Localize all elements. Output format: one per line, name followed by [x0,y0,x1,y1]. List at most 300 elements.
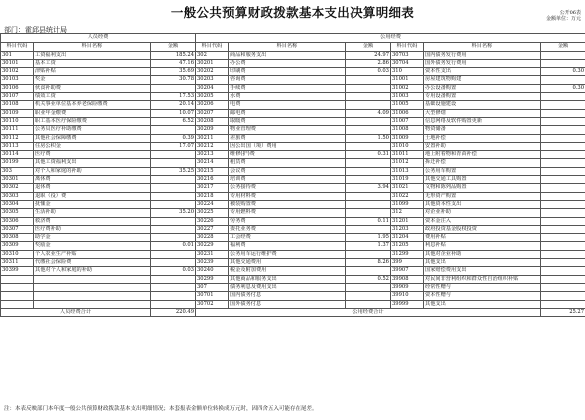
table-row [1,176,585,184]
col-code-header: 科目代码 [391,42,424,51]
name-cell [34,283,151,291]
amount-cell [541,76,585,84]
code-cell: 312 [391,209,424,217]
name-cell: 债务利息及费用支出 [229,283,346,291]
name-cell: 其他商品和服务支出 [229,275,346,283]
name-cell: 被装购置费 [229,200,346,208]
table-row [1,184,585,192]
code-cell: 30305 [1,209,34,217]
name-cell: 利息补贴 [424,242,541,250]
table-row [1,142,585,150]
table-meta [546,10,581,22]
amount-cell [541,167,585,175]
name-cell [34,300,151,308]
name-cell: 公务接待费 [229,184,346,192]
name-cell: 其他交通费用 [229,259,346,267]
code-cell: 30211 [196,134,229,142]
totals-row [1,308,585,316]
table-row [1,209,585,217]
code-cell: 31019 [391,176,424,184]
code-cell: 30109 [1,109,34,117]
amount-cell [541,176,585,184]
code-cell: 30306 [1,217,34,225]
code-cell [1,275,34,283]
amount-cell [541,117,585,125]
name-cell: 其他对企业补助 [424,250,541,258]
table-row [1,93,585,101]
name-cell: 个人农业生产补贴 [34,250,151,258]
amount-cell [151,259,196,267]
code-cell: 30239 [196,259,229,267]
name-cell: 救济费 [34,217,151,225]
name-cell: 因公出国（境）费用 [229,142,346,150]
amount-cell [151,275,196,283]
amount-cell [151,151,196,159]
table-row [1,59,585,67]
name-cell: 国家赔偿费用支出 [424,267,541,275]
code-cell: 30308 [1,234,34,242]
code-cell: 31205 [391,242,424,250]
name-cell: 国外债务付息 [229,300,346,308]
code-cell: 30228 [196,234,229,242]
amount-cell [541,126,585,134]
amount-cell: 20.14 [151,101,196,109]
table-row [1,275,585,283]
name-cell: 专用材料费 [229,192,346,200]
name-cell: 奖励金 [34,242,151,250]
code-cell: 30701 [196,292,229,300]
code-cell: 30218 [196,192,229,200]
amount-cell: 2.86 [346,59,391,67]
code-cell: 30101 [1,59,34,67]
amount-cell [151,126,196,134]
amount-cell: 17.53 [151,93,196,101]
code-cell: 31007 [391,117,424,125]
name-cell: 其他社会保障缴费 [34,134,151,142]
name-cell: 工会经费 [229,234,346,242]
table-row [1,109,585,117]
amount-cell: 0.03 [346,68,391,76]
code-cell: 303 [1,167,34,175]
name-cell: 其他支出 [424,300,541,308]
name-cell: 职工基本医疗保险缴费 [34,117,151,125]
name-cell: 对民间非营利组织和群众性自治组织补贴 [424,275,541,283]
amount-cell [541,159,585,167]
amount-cell: 0.30 [541,84,585,92]
amount-cell [151,225,196,233]
amount-cell [541,200,585,208]
table-row [1,192,585,200]
name-cell: 退职（役）费 [34,192,151,200]
col-name-header: 科目名称 [34,42,151,51]
code-cell: 30108 [1,101,34,109]
amount-cell [346,93,391,101]
amount-cell [541,192,585,200]
code-cell: 30311 [1,259,34,267]
amount-cell [346,267,391,275]
name-cell: 政府投资基金股权投资 [424,225,541,233]
code-cell: 31005 [391,101,424,109]
amount-cell [346,225,391,233]
table-row [1,234,585,242]
amount-cell [541,225,585,233]
name-cell: 手续费 [229,84,346,92]
amount-cell: 17.07 [151,142,196,150]
personnel-header: 人员经费 [1,34,196,43]
amount-cell [346,159,391,167]
amount-cell [541,267,585,275]
name-cell: 信息网络及软件购置更新 [424,117,541,125]
code-cell: 30310 [1,250,34,258]
code-cell: 31299 [391,250,424,258]
code-cell: 302 [196,51,229,59]
name-cell: 基础设施建设 [424,101,541,109]
name-cell: 其他对个人和家庭的补助 [34,267,151,275]
name-cell: 代缴社会保险费 [34,259,151,267]
code-cell: 31001 [391,76,424,84]
code-cell: 30206 [196,101,229,109]
name-cell: 其他工资福利支出 [34,159,151,167]
table-row [1,300,585,308]
name-cell: 印刷费 [229,68,346,76]
name-cell: 租赁费 [229,159,346,167]
name-cell: 医疗费补助 [34,225,151,233]
name-cell [34,292,151,300]
name-cell: 其他资本性支出 [424,200,541,208]
table-row [1,151,585,159]
amount-cell: 35.25 [151,167,196,175]
amount-cell [151,250,196,258]
amount-cell: 0.52 [346,275,391,283]
name-cell: 大型修缮 [424,109,541,117]
name-cell: 职业年金缴费 [34,109,151,117]
code-cell: 30205 [196,93,229,101]
col-code-header: 科目代码 [1,42,34,51]
amount-cell [541,101,585,109]
amount-cell: 1.95 [346,234,391,242]
amount-cell [541,93,585,101]
amount-cell [346,117,391,125]
name-cell: 国内债务付息 [229,292,346,300]
code-cell: 30112 [1,134,34,142]
code-cell: 30102 [1,68,34,76]
expenditure-table [0,33,585,317]
code-cell: 30215 [196,167,229,175]
name-cell: 住房公积金 [34,142,151,150]
name-cell: 奖金 [34,76,151,84]
amount-cell [346,84,391,92]
code-cell: 30214 [196,159,229,167]
code-cell: 39909 [391,283,424,291]
footnote: 注：本表反映部门本年度一般公共预算财政拨款基本支出明细情况；本套报表金额单位转换成万元时，因四舍五入可能存在尾差。 [4,406,318,412]
amount-cell [541,250,585,258]
name-cell: 资本性赠与 [424,292,541,300]
name-cell: 国内债务发行费用 [424,51,541,59]
name-cell: 委托业务费 [229,225,346,233]
table-row [1,84,585,92]
code-cell: 31006 [391,109,424,117]
code-cell: 30106 [1,84,34,92]
amount-cell [541,234,585,242]
name-cell: 无形资产购置 [424,192,541,200]
name-cell: 医疗费 [34,151,151,159]
code-cell: 30227 [196,225,229,233]
name-cell: 福利费 [229,242,346,250]
amount-cell [346,250,391,258]
code-cell: 30199 [1,159,34,167]
name-cell: 取暖费 [229,117,346,125]
code-cell: 30229 [196,242,229,250]
code-cell: 30240 [196,267,229,275]
col-amount-header: 金额 [346,42,391,51]
amount-cell: 8.26 [346,259,391,267]
amount-cell: 1.37 [346,242,391,250]
code-cell: 399 [391,259,424,267]
amount-cell: 1.50 [346,134,391,142]
name-cell: 专用燃料费 [229,209,346,217]
code-cell: 30217 [196,184,229,192]
amount-cell [541,59,585,67]
amount-cell [541,142,585,150]
code-cell: 30309 [1,242,34,250]
code-cell: 30111 [1,126,34,134]
amount-cell: 0.11 [346,217,391,225]
amount-cell [541,275,585,283]
code-cell: 31013 [391,167,424,175]
name-cell: 拆迁补偿 [424,159,541,167]
name-cell: 维修(护)费 [229,151,346,159]
amount-cell [346,167,391,175]
code-cell: 30224 [196,200,229,208]
amount-cell: 6.52 [151,117,196,125]
code-cell: 31011 [391,151,424,159]
name-cell: 费用补贴 [424,234,541,242]
amount-cell [541,217,585,225]
department-label: 部门：霍邱县统计局 [4,26,67,34]
name-cell: 邮电费 [229,109,346,117]
amount-cell [151,292,196,300]
code-cell: 31008 [391,126,424,134]
amount-cell: 10.07 [151,109,196,117]
code-cell: 30201 [196,59,229,67]
code-cell: 30702 [196,300,229,308]
code-cell: 39910 [391,292,424,300]
code-cell: 30113 [1,142,34,150]
amount-cell: 0.01 [151,242,196,250]
name-cell: 税金及附加费用 [229,267,346,275]
name-cell: 地上附着物和青苗补偿 [424,151,541,159]
header-column-row [1,42,585,51]
name-cell: 其他交通工具购置 [424,176,541,184]
public-total-label: 公用经费合计 [196,308,541,316]
amount-cell [541,51,585,59]
amount-cell: 47.16 [151,59,196,67]
table-row [1,200,585,208]
table-row [1,292,585,300]
table-row [1,126,585,134]
code-cell: 39999 [391,300,424,308]
code-cell: 31099 [391,200,424,208]
amount-cell [541,242,585,250]
name-cell: 国外债务发行费用 [424,59,541,67]
amount-cell [541,134,585,142]
amount-cell [346,192,391,200]
code-cell: 31010 [391,142,424,150]
code-cell: 31021 [391,184,424,192]
code-cell: 39907 [391,267,424,275]
col-name-header: 科目名称 [229,42,346,51]
name-cell: 劳务费 [229,217,346,225]
name-cell: 公务用车购置 [424,167,541,175]
code-cell: 31204 [391,234,424,242]
amount-cell [541,292,585,300]
col-amount-header: 金额 [541,42,585,51]
code-cell: 30103 [1,76,34,84]
name-cell: 生活补助 [34,209,151,217]
amount-cell: 35.20 [151,209,196,217]
amount-cell [346,142,391,150]
amount-cell [346,126,391,134]
personnel-total-label: 人员经费合计 [1,308,151,316]
amount-cell: 185.24 [151,51,196,59]
name-cell: 专用设备购置 [424,93,541,101]
table-row [1,242,585,250]
table-row [1,51,585,59]
name-cell: 公务员医疗补助缴费 [34,126,151,134]
amount-cell [151,200,196,208]
amount-cell: 0.31 [346,151,391,159]
amount-cell [151,184,196,192]
table-row [1,167,585,175]
code-cell: 30703 [391,51,424,59]
name-cell: 会议费 [229,167,346,175]
table-row [1,159,585,167]
code-cell: 39908 [391,275,424,283]
code-cell: 31003 [391,93,424,101]
amount-cell: 0.30 [541,68,585,76]
code-cell: 30225 [196,209,229,217]
code-cell: 30226 [196,217,229,225]
amount-cell [151,234,196,242]
col-name-header: 科目名称 [424,42,541,51]
amount-cell: 0.03 [151,267,196,275]
code-cell [1,292,34,300]
name-cell: 工资福利支出 [34,51,151,59]
name-cell: 物资储备 [424,126,541,134]
code-cell: 30399 [1,267,34,275]
name-cell: 经常性赠与 [424,283,541,291]
name-cell: 文物和陈列品购置 [424,184,541,192]
table-row [1,283,585,291]
code-cell: 30208 [196,117,229,125]
name-cell: 津贴补贴 [34,68,151,76]
code-cell: 30304 [1,200,34,208]
name-cell: 培训费 [229,176,346,184]
code-cell: 31002 [391,84,424,92]
name-cell: 安置补助 [424,142,541,150]
amount-cell [541,300,585,308]
amount-cell: 24.97 [346,51,391,59]
name-cell: 资本金注入 [424,217,541,225]
code-cell: 301 [1,51,34,59]
name-cell: 机关事业单位基本养老保险缴费 [34,101,151,109]
amount-cell [346,176,391,184]
public-header: 公用经费 [196,34,585,43]
name-cell: 办公设备购置 [424,84,541,92]
amount-cell [541,259,585,267]
table-row [1,259,585,267]
amount-cell [346,76,391,84]
amount-cell [541,184,585,192]
table-row [1,217,585,225]
code-cell [1,300,34,308]
amount-cell [346,283,391,291]
col-code-header: 科目代码 [196,42,229,51]
header-group-row [1,34,585,43]
code-cell: 30114 [1,151,34,159]
code-cell: 31203 [391,225,424,233]
col-amount-header: 金额 [151,42,196,51]
amount-cell [151,84,196,92]
code-cell: 30303 [1,192,34,200]
page-title: 一般公共预算财政拨款基本支出决算明细表 [170,5,415,20]
amount-cell [151,159,196,167]
amount-cell [151,283,196,291]
name-cell: 对企业补助 [424,209,541,217]
code-cell: 30204 [196,84,229,92]
code-cell: 31022 [391,192,424,200]
table-row [1,76,585,84]
name-cell: 差旅费 [229,134,346,142]
table-row [1,101,585,109]
name-cell [34,275,151,283]
table-row [1,250,585,258]
code-cell: 31009 [391,134,424,142]
name-cell: 抚恤金 [34,200,151,208]
amount-cell [151,192,196,200]
name-cell: 公务用车运行维护费 [229,250,346,258]
code-cell: 30231 [196,250,229,258]
code-cell: 30301 [1,176,34,184]
table-row [1,68,585,76]
amount-cell [346,200,391,208]
code-cell: 30107 [1,93,34,101]
name-cell: 土地补偿 [424,134,541,142]
amount-cell [346,300,391,308]
name-cell: 助学金 [34,234,151,242]
code-cell: 30307 [1,225,34,233]
amount-cell [346,209,391,217]
table-row [1,225,585,233]
code-cell: 30203 [196,76,229,84]
amount-cell [346,101,391,109]
name-cell: 商品和服务支出 [229,51,346,59]
name-cell: 房屋建筑物购建 [424,76,541,84]
name-cell: 对个人和家庭的补助 [34,167,151,175]
name-cell: 其他支出 [424,259,541,267]
name-cell: 咨询费 [229,76,346,84]
name-cell: 基本工资 [34,59,151,67]
amount-cell [541,209,585,217]
amount-cell: 4.09 [346,109,391,117]
name-cell: 绩效工资 [34,93,151,101]
name-cell: 物业管理费 [229,126,346,134]
code-cell: 31201 [391,217,424,225]
table-row [1,134,585,142]
code-cell: 307 [196,283,229,291]
amount-cell [541,151,585,159]
name-cell: 伙食补助费 [34,84,151,92]
